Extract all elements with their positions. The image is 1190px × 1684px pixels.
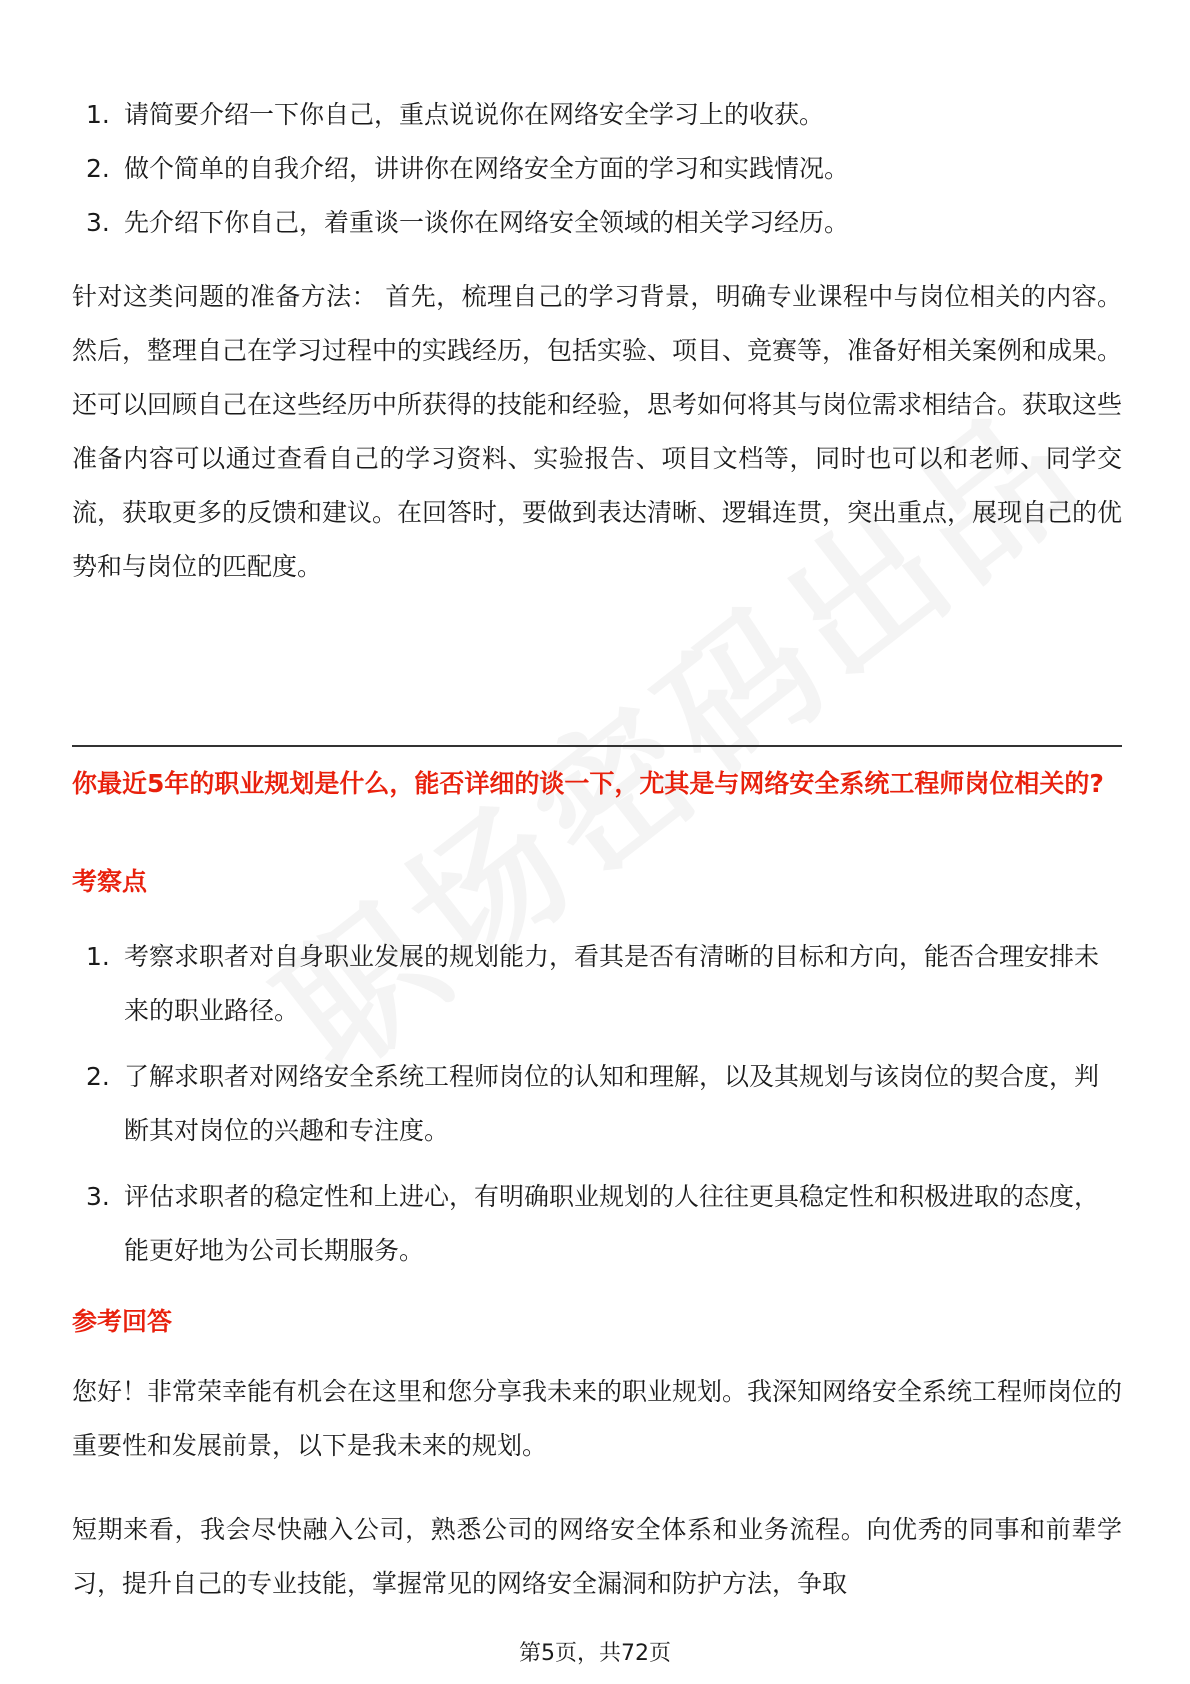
- answer-heading: 参考回答: [72, 1307, 173, 1336]
- list-number: 1.: [86, 942, 110, 971]
- list-item-text: 评估求职者的稳定性和上进心，有明确职业规划的人往往更具稳定性和积极进取的态度，能更好地为公司长期服务。: [124, 1182, 1100, 1265]
- answer-paragraph-short-term: 短期来看，我会尽快融入公司，熟悉公司的网络安全体系和业务流程。向优秀的同事和前辈学习，提升自己的专业技能，掌握常见的网络安全漏洞和防护方法，争取: [72, 1515, 1122, 1598]
- list-item: [72, 142, 1122, 196]
- list-item: [72, 88, 1122, 142]
- list-number: 2.: [86, 1062, 110, 1091]
- list-number: 3.: [86, 208, 110, 237]
- list-item-text: 做个简单的自我介绍，讲讲你在网络安全方面的学习和实践情况。: [124, 154, 850, 183]
- page-number-footer: 第5页，共72页: [519, 1641, 671, 1666]
- list-item-text: 请简要介绍一下你自己，重点说说你在网络安全学习上的收获。: [124, 100, 825, 129]
- section-divider: [72, 745, 1122, 747]
- list-item: [72, 196, 1122, 250]
- list-item-text: 了解求职者对网络安全系统工程师岗位的认知和理解，以及其规划与该岗位的契合度，判断其对岗位的兴趣和专注度。: [124, 1062, 1100, 1145]
- assess-heading: 考察点: [72, 867, 148, 896]
- list-item-text: 先介绍下你自己，着重谈一谈你在网络安全领域的相关学习经历。: [124, 208, 850, 237]
- list-item: [72, 1170, 1122, 1278]
- answer-paragraph-intro: 您好！非常荣幸能有机会在这里和您分享我未来的职业规划。我深知网络安全系统工程师岗位的重要性和发展前景，以下是我未来的规划。: [72, 1377, 1123, 1460]
- prep-method-paragraph: 针对这类问题的准备方法： 首先，梳理自己的学习背景，明确专业课程中与岗位相关的内容。然后，整理自己在学习过程中的实践经历，包括实验、项目、竞赛等，准备好相关案例和成果。还可以回顾自己在这些经历中所获得的技能和经验，思考如何将其与岗位需求相结合。获取这些准备内容可以通过查看自己的学习资料、实验报告、项目文档等，同时也可以和老师、同学交流，获取更多的反馈和建议。在回答时，要做到表达清晰、逻辑连贯，突出重点，展现自己的优势和与岗位的匹配度。: [72, 282, 1123, 581]
- list-number: 1.: [86, 100, 110, 129]
- intro-question-list: [72, 88, 1122, 250]
- list-number: 3.: [86, 1182, 110, 1211]
- list-item-text: 考察求职者对自身职业发展的规划能力，看其是否有清晰的目标和方向，能否合理安排未来的职业路径。: [124, 942, 1100, 1025]
- list-item: [72, 1050, 1122, 1158]
- list-number: 2.: [86, 154, 110, 183]
- assess-point-list: [72, 930, 1122, 1290]
- question-title: 你最近5年的职业规划是什么，能否详细的谈一下，尤其是与网络安全系统工程师岗位相关的?: [72, 769, 1104, 798]
- list-item: [72, 930, 1122, 1038]
